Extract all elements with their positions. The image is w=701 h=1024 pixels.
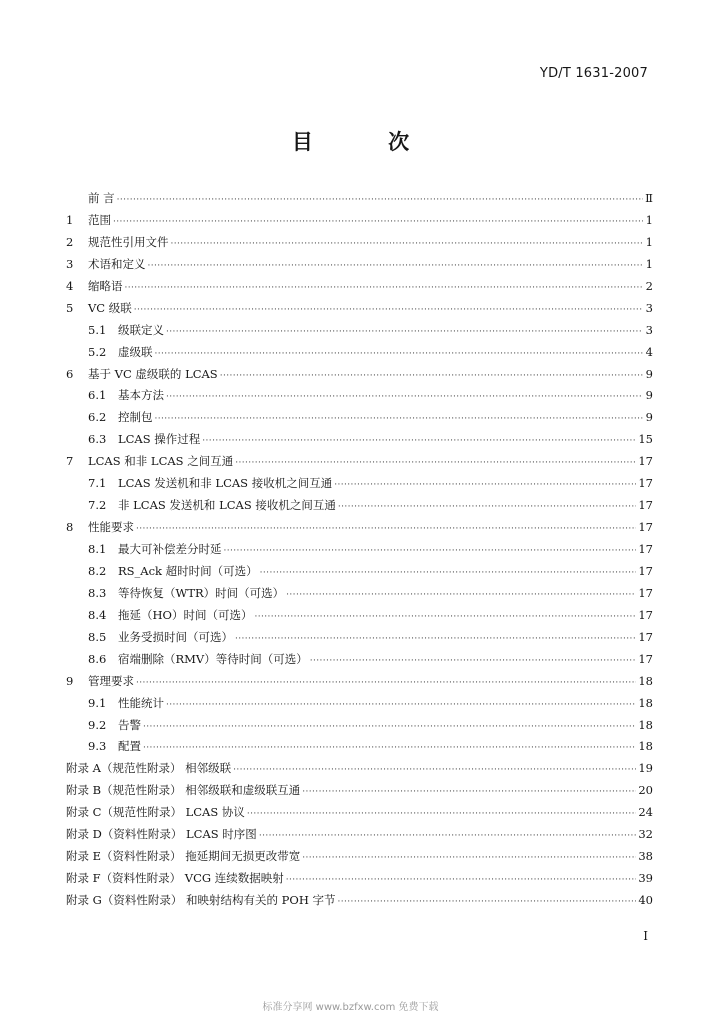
toc-entry[interactable] [66, 824, 653, 846]
toc-entry[interactable] [66, 495, 653, 517]
toc-entry-title: 等待恢复（WTR）时间（可选） [118, 585, 285, 600]
toc-entry-page: 17 [638, 476, 653, 491]
toc-entry-title: 附录 B（规范性附录） 相邻级联和虚级联互通 [66, 783, 301, 798]
toc-entry-number: 9.3 [88, 739, 107, 754]
toc-title: 目 次 [291, 129, 444, 154]
toc-dot-leader [125, 278, 644, 300]
toc-dot-leader [143, 717, 636, 739]
toc-entry[interactable] [66, 561, 653, 583]
toc-entry-page: 9 [645, 388, 653, 403]
toc-entry-number: 5 [66, 300, 74, 315]
toc-entry-page: 19 [638, 761, 653, 776]
toc-entry-title: 术语和定义 [88, 256, 146, 271]
toc-entry[interactable] [66, 298, 653, 320]
toc-entry-number: 5.1 [88, 322, 107, 337]
toc-entry-number: 9 [66, 673, 74, 688]
toc-dot-leader [235, 453, 636, 475]
standard-code: YD/T 1631-2007 [539, 66, 648, 81]
toc-entry-number: 8.4 [88, 607, 107, 622]
toc-entry-page: 39 [638, 871, 653, 886]
toc-entry-title: 告警 [118, 717, 141, 732]
toc-entry-page: 40 [638, 893, 653, 907]
toc-entry[interactable] [66, 342, 653, 364]
toc-entry-page: 4 [645, 344, 653, 359]
toc-dot-leader [171, 234, 644, 256]
toc-dot-leader [155, 409, 644, 431]
toc-dot-leader [136, 519, 636, 541]
toc-entry-number: 2 [66, 234, 74, 249]
toc-entry[interactable] [66, 605, 653, 627]
toc-entry[interactable] [66, 276, 653, 298]
toc-entry-page: 17 [638, 585, 653, 600]
toc-entry[interactable] [66, 407, 653, 429]
toc-entry[interactable] [66, 890, 653, 912]
toc-dot-leader [286, 870, 637, 892]
toc-entry[interactable] [66, 627, 653, 649]
toc-entry-title: 基本方法 [118, 388, 164, 403]
toc-entry-page: Ⅱ [645, 191, 653, 205]
toc-entry-number: 3 [66, 256, 74, 271]
toc-dot-leader [260, 563, 637, 585]
toc-entry-page: 15 [638, 432, 653, 447]
table-of-contents [66, 188, 653, 912]
toc-entry-title: 最大可补偿差分时延 [118, 542, 222, 556]
toc-entry[interactable] [66, 188, 653, 210]
toc-entry-number: 7.1 [88, 476, 107, 491]
toc-entry-page: 17 [638, 542, 653, 556]
toc-entry[interactable] [66, 583, 653, 605]
toc-entry[interactable] [66, 210, 653, 232]
toc-entry-title: 级联定义 [118, 322, 164, 337]
toc-entry-page: 17 [638, 454, 653, 469]
toc-entry[interactable] [66, 758, 653, 780]
toc-entry-page: 32 [638, 827, 653, 842]
toc-entry[interactable] [66, 846, 653, 868]
toc-entry[interactable] [66, 671, 653, 693]
toc-entry-number: 5.2 [88, 344, 107, 359]
toc-entry[interactable] [66, 254, 653, 276]
toc-entry-title: 性能统计 [118, 695, 164, 710]
toc-entry-title: 管理要求 [88, 673, 134, 688]
toc-entry-page: 9 [645, 410, 653, 425]
toc-dot-leader [310, 651, 637, 673]
toc-entry-page: 1 [645, 256, 653, 271]
toc-dot-leader [338, 497, 637, 519]
toc-entry-number: 8.3 [88, 585, 107, 600]
toc-dot-leader [224, 541, 637, 563]
toc-entry-page: 20 [638, 783, 653, 798]
toc-entry-page: 17 [638, 607, 653, 622]
toc-entry-title: 附录 G（资料性附录） 和映射结构有关的 POH 字节 [66, 893, 336, 907]
toc-entry-title: 附录 A（规范性附录） 相邻级联 [66, 761, 232, 776]
toc-entry[interactable] [66, 736, 653, 758]
toc-entry-title: LCAS 操作过程 [118, 432, 201, 447]
toc-dot-leader [247, 804, 636, 826]
toc-dot-leader [166, 387, 643, 409]
toc-entry-title: 非 LCAS 发送机和 LCAS 接收机之间互通 [118, 498, 336, 513]
toc-dot-leader [235, 629, 636, 651]
toc-entry-number: 9.2 [88, 717, 107, 732]
toc-entry[interactable] [66, 539, 653, 561]
toc-entry[interactable] [66, 517, 653, 539]
toc-entry[interactable] [66, 232, 653, 254]
toc-entry[interactable] [66, 693, 653, 715]
toc-entry[interactable] [66, 868, 653, 890]
toc-entry-page: 18 [638, 717, 653, 732]
toc-entry-title: 附录 F（资料性附录） VCG 连续数据映射 [66, 871, 284, 886]
toc-entry-number: 1 [66, 212, 74, 227]
toc-entry-page: 17 [638, 520, 653, 535]
toc-entry-number: 7.2 [88, 498, 107, 513]
toc-dot-leader [134, 300, 643, 322]
toc-entry[interactable] [66, 320, 653, 342]
toc-entry-number: 8.6 [88, 651, 107, 666]
toc-entry-page: 17 [638, 629, 653, 644]
toc-dot-leader [334, 475, 636, 497]
toc-dot-leader [254, 607, 636, 629]
toc-entry-page: 3 [645, 300, 653, 315]
toc-dot-leader [113, 212, 643, 234]
toc-dot-leader [302, 848, 636, 870]
toc-dot-leader [136, 673, 636, 695]
toc-dot-leader [233, 760, 636, 782]
toc-entry-page: 18 [638, 739, 653, 754]
toc-entry-page: 2 [645, 278, 653, 293]
toc-entry-page: 38 [638, 849, 653, 864]
toc-entry-title: VC 级联 [88, 300, 132, 315]
toc-entry-title: 业务受损时间（可选） [118, 629, 233, 644]
toc-dot-leader [166, 695, 636, 717]
toc-entry-title: RS_Ack 超时时间（可选） [118, 563, 258, 578]
toc-dot-leader [117, 190, 643, 212]
toc-dot-leader [155, 344, 644, 366]
toc-entry[interactable] [66, 802, 653, 824]
toc-entry-title: 附录 E（资料性附录） 拖延期间无损更改带宽 [66, 849, 301, 864]
toc-entry-number: 8 [66, 520, 74, 535]
toc-entry-page: 1 [645, 234, 653, 249]
toc-entry-title: 缩略语 [88, 278, 123, 293]
toc-entry-page: 17 [638, 498, 653, 513]
toc-entry-page: 3 [645, 322, 653, 337]
toc-entry-page: 18 [638, 673, 653, 688]
toc-entry-number: 6.1 [88, 388, 107, 403]
toc-entry-number: 7 [66, 454, 74, 469]
toc-entry[interactable] [66, 715, 653, 737]
toc-dot-leader [302, 782, 636, 804]
toc-dot-leader [286, 585, 636, 607]
toc-entry-title: 宿端删除（RMV）等待时间（可选） [118, 651, 308, 666]
toc-entry[interactable] [66, 780, 653, 802]
page-number: I [643, 929, 648, 943]
toc-entry[interactable] [66, 451, 653, 473]
toc-entry-page: 18 [638, 695, 653, 710]
toc-entry-title: 附录 D（资料性附录） LCAS 时序图 [66, 827, 257, 842]
toc-entry-page: 17 [638, 563, 653, 578]
toc-entry-number: 8.5 [88, 629, 107, 644]
toc-entry-page: 9 [645, 366, 653, 381]
toc-entry-number: 8.1 [88, 542, 107, 556]
toc-entry-title: 基于 VC 虚级联的 LCAS [88, 366, 218, 381]
toc-entry-number: 8.2 [88, 563, 107, 578]
toc-dot-leader [143, 738, 636, 760]
toc-entry-title: 前 言 [88, 191, 115, 205]
toc-entry[interactable] [66, 649, 653, 671]
toc-entry-page: 17 [638, 651, 653, 666]
toc-entry-title: 虚级联 [118, 344, 153, 359]
toc-entry-title: 拖延（HO）时间（可选） [118, 607, 253, 622]
toc-entry-page: 24 [638, 805, 653, 820]
toc-entry-title: 规范性引用文件 [88, 234, 169, 249]
toc-entry-title: 性能要求 [88, 520, 134, 535]
toc-entry-number: 4 [66, 278, 74, 293]
watermark-footer: 标准分享网 www.bzfxw.com 免费下载 [262, 1002, 439, 1013]
toc-entry-number: 6 [66, 366, 74, 381]
toc-dot-leader [166, 322, 643, 344]
toc-entry[interactable] [66, 364, 653, 386]
toc-entry[interactable] [66, 429, 653, 451]
toc-dot-leader [338, 892, 637, 914]
toc-entry[interactable] [66, 385, 653, 407]
toc-dot-leader [148, 256, 644, 278]
toc-entry-title: 控制包 [118, 410, 153, 425]
toc-entry-title: LCAS 和非 LCAS 之间互通 [88, 454, 234, 469]
toc-entry-title: LCAS 发送机和非 LCAS 接收机之间互通 [118, 476, 333, 491]
toc-entry[interactable] [66, 473, 653, 495]
toc-entry-page: 1 [645, 212, 653, 227]
toc-entry-title: 范围 [88, 212, 111, 227]
toc-entry-title: 附录 C（规范性附录） LCAS 协议 [66, 805, 245, 820]
toc-dot-leader [220, 366, 643, 388]
toc-dot-leader [202, 431, 636, 453]
toc-entry-number: 9.1 [88, 695, 107, 710]
toc-entry-number: 6.3 [88, 432, 107, 447]
toc-dot-leader [259, 826, 637, 848]
toc-entry-number: 6.2 [88, 410, 107, 425]
toc-entry-title: 配置 [118, 739, 141, 754]
